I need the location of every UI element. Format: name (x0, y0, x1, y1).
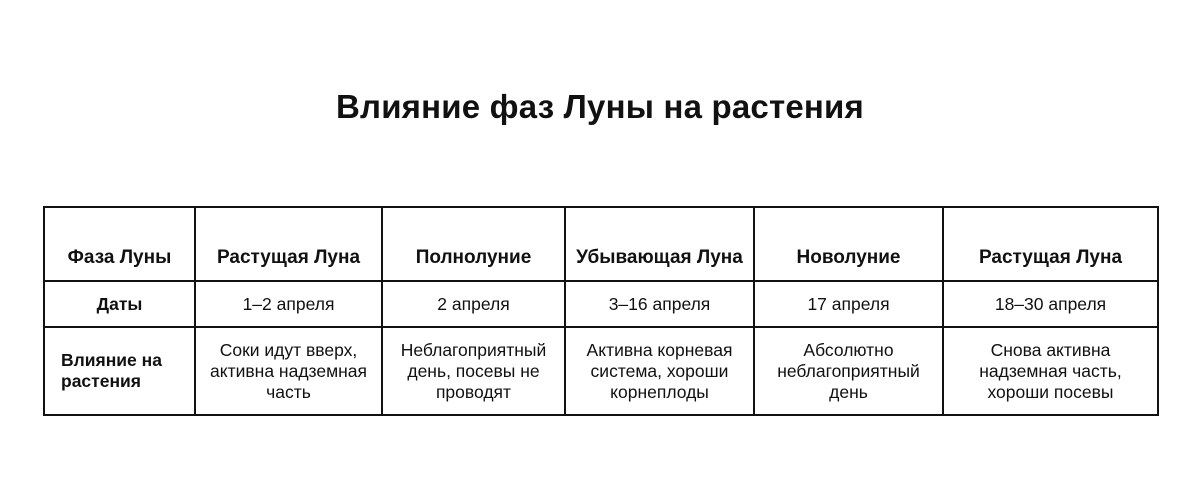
phase-cell: Убывающая Луна (565, 207, 754, 281)
table-row-influence (44, 327, 1158, 415)
table-row-phase (44, 207, 1158, 281)
page-title: Влияние фаз Луны на растения (336, 88, 864, 125)
phase-cell: Новолуние (754, 207, 943, 281)
dates-cell: 2 апреля (382, 281, 565, 327)
influence-cell: Соки идут вверх, активна надземная часть (195, 327, 382, 415)
phase-cell: Растущая Луна (195, 207, 382, 281)
dates-cell: 1–2 апреля (195, 281, 382, 327)
influence-cell: Снова активна надземная часть, хороши посевы (943, 327, 1158, 415)
influence-cell: Абсолютно неблагоприятный день (754, 327, 943, 415)
row-header-dates: Даты (44, 281, 195, 327)
influence-cell: Неблагоприятный день, посевы не проводят (382, 327, 565, 415)
dates-cell: 3–16 апреля (565, 281, 754, 327)
table-row-dates (44, 281, 1158, 327)
moon-phases-table (43, 206, 1159, 416)
phase-cell: Полнолуние (382, 207, 565, 281)
dates-cell: 18–30 апреля (943, 281, 1158, 327)
influence-cell: Активна корневая система, хороши корнеплоды (565, 327, 754, 415)
row-header-influence: Влияние на растения (44, 327, 195, 415)
phase-cell: Растущая Луна (943, 207, 1158, 281)
row-header-phase: Фаза Луны (44, 207, 195, 281)
dates-cell: 17 апреля (754, 281, 943, 327)
